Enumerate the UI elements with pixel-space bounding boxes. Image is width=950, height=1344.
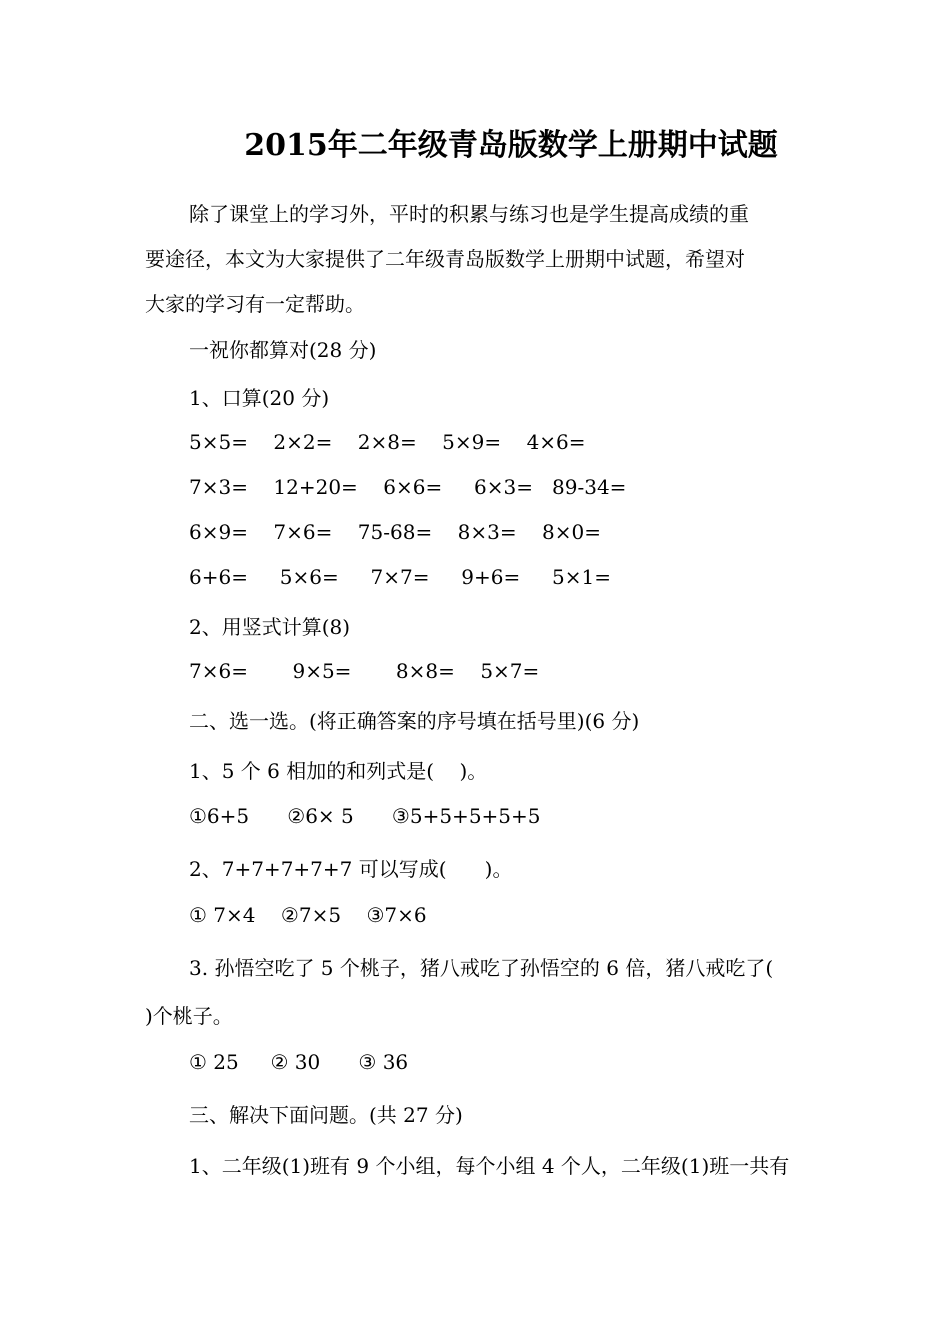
intro-line-1: 除了课堂上的学习外，平时的积累与练习也是学生提高成绩的重 [189,202,749,226]
section2-q1: 1、5 个 6 相加的和列式是( )。 [189,759,488,783]
section2-q3-line-2: )个桃子。 [145,1004,233,1028]
section2-q1-options: ①6+5 ②6× 5 ③5+5+5+5+5 [189,804,541,828]
section1-heading: 一祝你都算对(28 分) [189,338,377,362]
page-title: 2015年二年级青岛版数学上册期中试题 [244,128,778,163]
section3-heading: 三、解决下面问题。(共 27 分) [189,1103,463,1127]
section2-q2: 2、7+7+7+7+7 可以写成( )。 [189,857,513,881]
section2-q3-line-1: 3. 孙悟空吃了 5 个桃子，猪八戒吃了孙悟空的 6 倍，猪八戒吃了( [189,956,774,980]
vertical-calc-row: 7×6= 9×5= 8×8= 5×7= [189,659,540,683]
oral-row-2: 7×3= 12+20= 6×6= 6×3= 89-34= [189,475,627,499]
intro-line-2: 要途径，本文为大家提供了二年级青岛版数学上册期中试题，希望对 [145,247,745,271]
oral-row-4: 6+6= 5×6= 7×7= 9+6= 5×1= [189,565,611,589]
section3-q1-line-1: 1、二年级(1)班有 9 个小组，每个小组 4 个人，二年级(1)班一共有 [189,1154,790,1178]
section2-q2-options: ① 7×4 ②7×5 ③7×6 [189,903,427,927]
oral-row-3: 6×9= 7×6= 75-68= 8×3= 8×0= [189,520,601,544]
section2-heading: 二、选一选。(将正确答案的序号填在括号里)(6 分) [189,709,640,733]
intro-line-3: 大家的学习有一定帮助。 [145,292,365,316]
oral-row-1: 5×5= 2×2= 2×8= 5×9= 4×6= [189,430,586,454]
section2-q3-options: ① 25 ② 30 ③ 36 [189,1050,409,1074]
section1-q2-heading: 2、用竖式计算(8) [189,615,351,639]
section1-q1-heading: 1、口算(20 分) [189,386,330,410]
